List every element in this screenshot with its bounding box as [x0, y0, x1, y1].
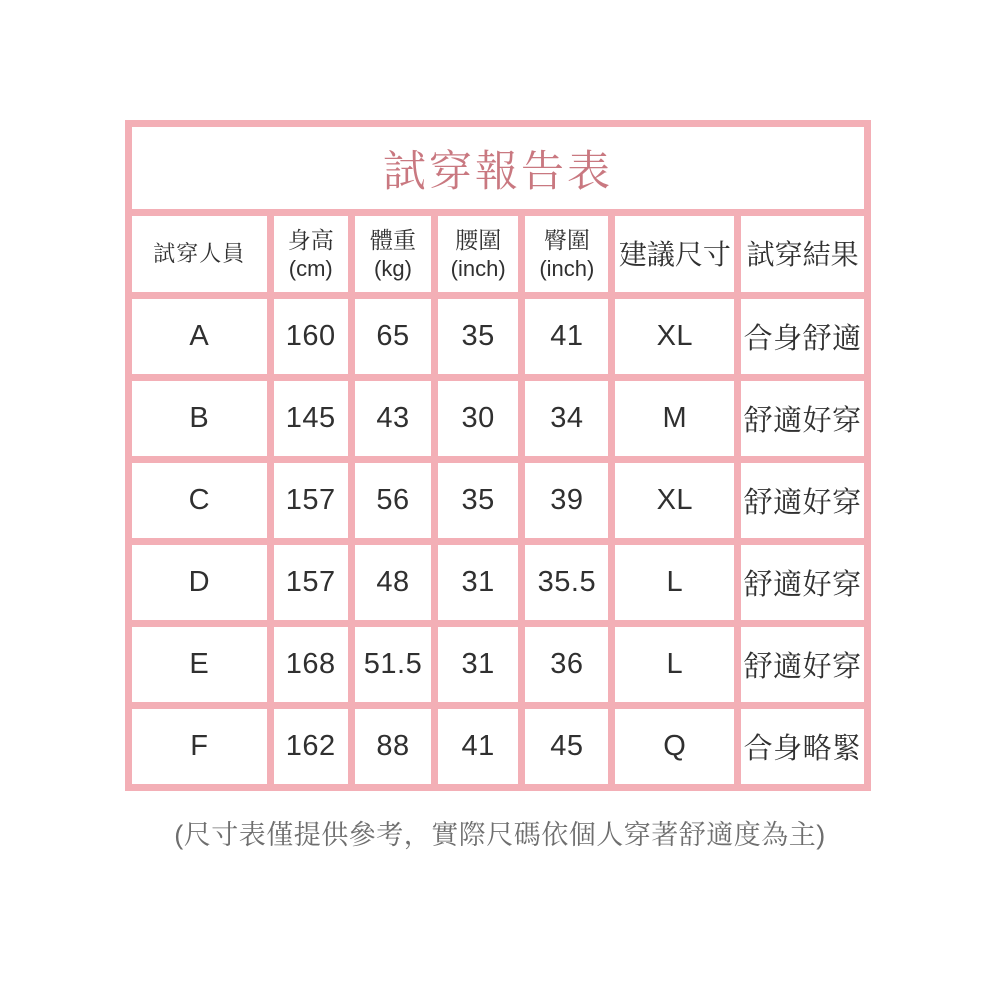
table-cell: 45: [525, 709, 608, 784]
table-cell: 41: [525, 299, 608, 374]
column-header-unit: (kg): [374, 255, 412, 281]
table-cell: 30: [438, 381, 518, 456]
column-header: [132, 216, 267, 292]
column-header-unit: (inch): [539, 255, 595, 281]
column-header-label: 臀圍: [543, 226, 590, 253]
table-cell: L: [615, 627, 734, 702]
table-cell: 合身舒適: [741, 299, 864, 374]
table-cell: 65: [355, 299, 431, 374]
table-cell: 88: [355, 709, 431, 784]
row-person-cell: A: [132, 299, 267, 374]
table-cell: XL: [615, 463, 734, 538]
size-chart-disclaimer: (尺寸表僅提供參考，實際尺碼依個人穿著舒適度為主): [174, 820, 826, 850]
table-cell: 162: [274, 709, 348, 784]
column-header: [741, 216, 864, 292]
column-header-unit: (inch): [450, 255, 506, 281]
row-person-cell: B: [132, 381, 267, 456]
table-cell: XL: [615, 299, 734, 374]
row-person-cell: C: [132, 463, 267, 538]
table-cell: 36: [525, 627, 608, 702]
row-person-cell: E: [132, 627, 267, 702]
column-header-label: 試穿人員: [153, 241, 246, 267]
table-cell: 31: [438, 545, 518, 620]
table-cell: 48: [355, 545, 431, 620]
table-cell: 合身略緊: [741, 709, 864, 784]
table-cell: 舒適好穿: [741, 463, 864, 538]
table-cell: 舒適好穿: [741, 627, 864, 702]
table-title: 試穿報告表: [132, 127, 864, 209]
table-cell: 34: [525, 381, 608, 456]
table-cell: 160: [274, 299, 348, 374]
table-cell: L: [615, 545, 734, 620]
table-cell: 51.5: [355, 627, 431, 702]
table-cell: 31: [438, 627, 518, 702]
table-cell: 168: [274, 627, 348, 702]
column-header: [274, 216, 348, 292]
column-header: [525, 216, 608, 292]
table-cell: 35: [438, 299, 518, 374]
table-cell: 35: [438, 463, 518, 538]
column-header: [355, 216, 431, 292]
column-header-unit: (cm): [288, 255, 333, 281]
table-cell: 39: [525, 463, 608, 538]
table-cell: 56: [355, 463, 431, 538]
table-cell: 舒適好穿: [741, 381, 864, 456]
column-header-label: 試穿結果: [746, 238, 859, 270]
table-cell: Q: [615, 709, 734, 784]
row-person-cell: D: [132, 545, 267, 620]
table-cell: 145: [274, 381, 348, 456]
table-cell: 157: [274, 545, 348, 620]
column-header: [438, 216, 518, 292]
table-cell: M: [615, 381, 734, 456]
column-header: [615, 216, 734, 292]
row-person-cell: F: [132, 709, 267, 784]
column-header-label: 身高: [287, 226, 334, 253]
table-cell: 41: [438, 709, 518, 784]
fitting-report-table: [125, 120, 871, 791]
table-cell: 舒適好穿: [741, 545, 864, 620]
table-cell: 43: [355, 381, 431, 456]
table-cell: 157: [274, 463, 348, 538]
column-header-label: 建議尺寸: [618, 238, 731, 270]
column-header-label: 體重: [369, 226, 416, 253]
column-header-label: 腰圍: [455, 226, 502, 253]
table-cell: 35.5: [525, 545, 608, 620]
